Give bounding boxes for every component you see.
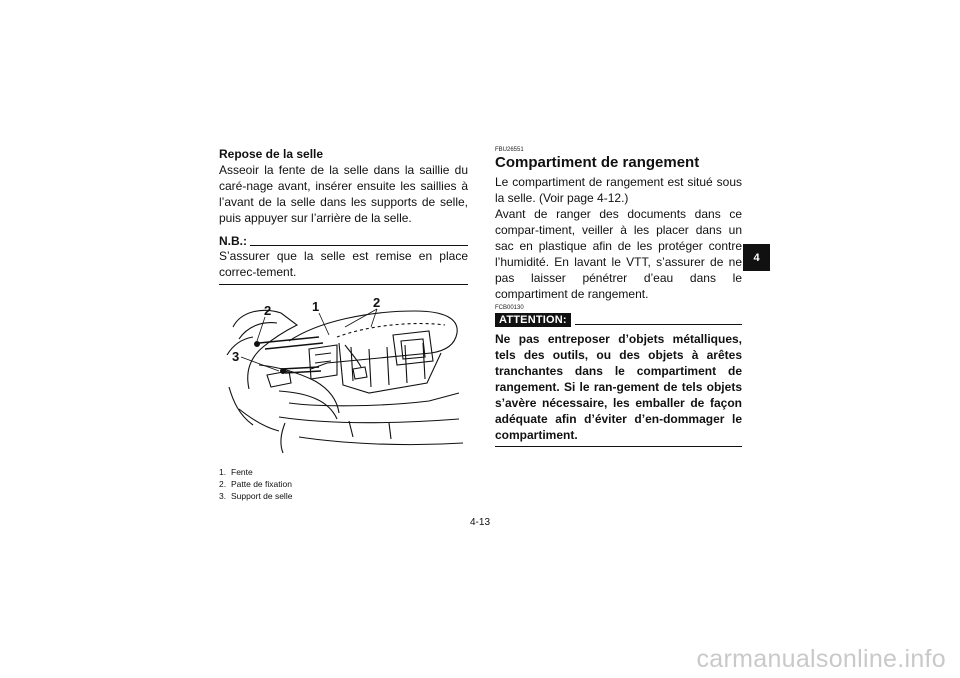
left-column [219, 146, 468, 502]
attention-text: Ne pas entreposer d’objets métalliques, tels des outils, ou des objets à arêtes tranchantes dans le compartiment de rangement. Si le ran-gement de tels objets s’avère nécessaire, les emballer de façon adéquate afin d’éviter d’en-dommager le compartiment. [495, 332, 742, 442]
note-text: S’assurer que la selle est remise en place correc-tement. [219, 249, 468, 279]
legend-item: 1. Fente [219, 467, 253, 477]
section-code: FBU26551 [495, 147, 524, 153]
page-number: 4-13 [469, 517, 490, 528]
attention-label: ATTENTION: [495, 313, 571, 327]
note-header [219, 234, 468, 248]
legend-item: 2. Patte de fixation [219, 479, 292, 489]
seat-illustration [219, 297, 468, 457]
chapter-tab: 4 [743, 244, 770, 271]
callout-1: 1 [312, 299, 320, 314]
note-rule [250, 245, 468, 246]
watermark: carmanualsonline.info [696, 645, 946, 673]
callout-2-left: 2 [264, 303, 272, 318]
section-subheading: Repose de la selle [219, 147, 324, 161]
storage-paragraph-1: Le compartiment de rangement est situé sous la selle. (Voir page 4-12.) [495, 175, 742, 205]
section-heading: Compartiment de rangement [495, 154, 700, 171]
attention-end-rule [495, 446, 742, 447]
figure-legend [219, 466, 468, 502]
storage-paragraph-2: Avant de ranger des documents dans ce compar-timent, veiller à les placer dans un sac en plastique afin de les protéger contre l’humidité. En lavant le VTT, s’assurer de ne pas laisser pénétrer d’eau dans le compartiment de rangement. [495, 207, 742, 301]
callout-2-right: 2 [373, 297, 381, 310]
attention-header [495, 313, 742, 327]
install-paragraph: Asseoir la fente de la selle dans la saillie du caré-nage avant, insérer ensuite les saillies à l’avant de la selle dans les supports de selle, puis appuyer sur l’arrière de la selle. [219, 163, 468, 225]
callout-3: 3 [232, 349, 240, 364]
legend-item: 3. Support de selle [219, 491, 293, 501]
note-label: N.B.: [219, 234, 247, 248]
attention-code: FCB00130 [495, 305, 524, 311]
attention-rule [575, 324, 742, 325]
right-column [495, 146, 742, 447]
note-end-rule [219, 284, 468, 285]
